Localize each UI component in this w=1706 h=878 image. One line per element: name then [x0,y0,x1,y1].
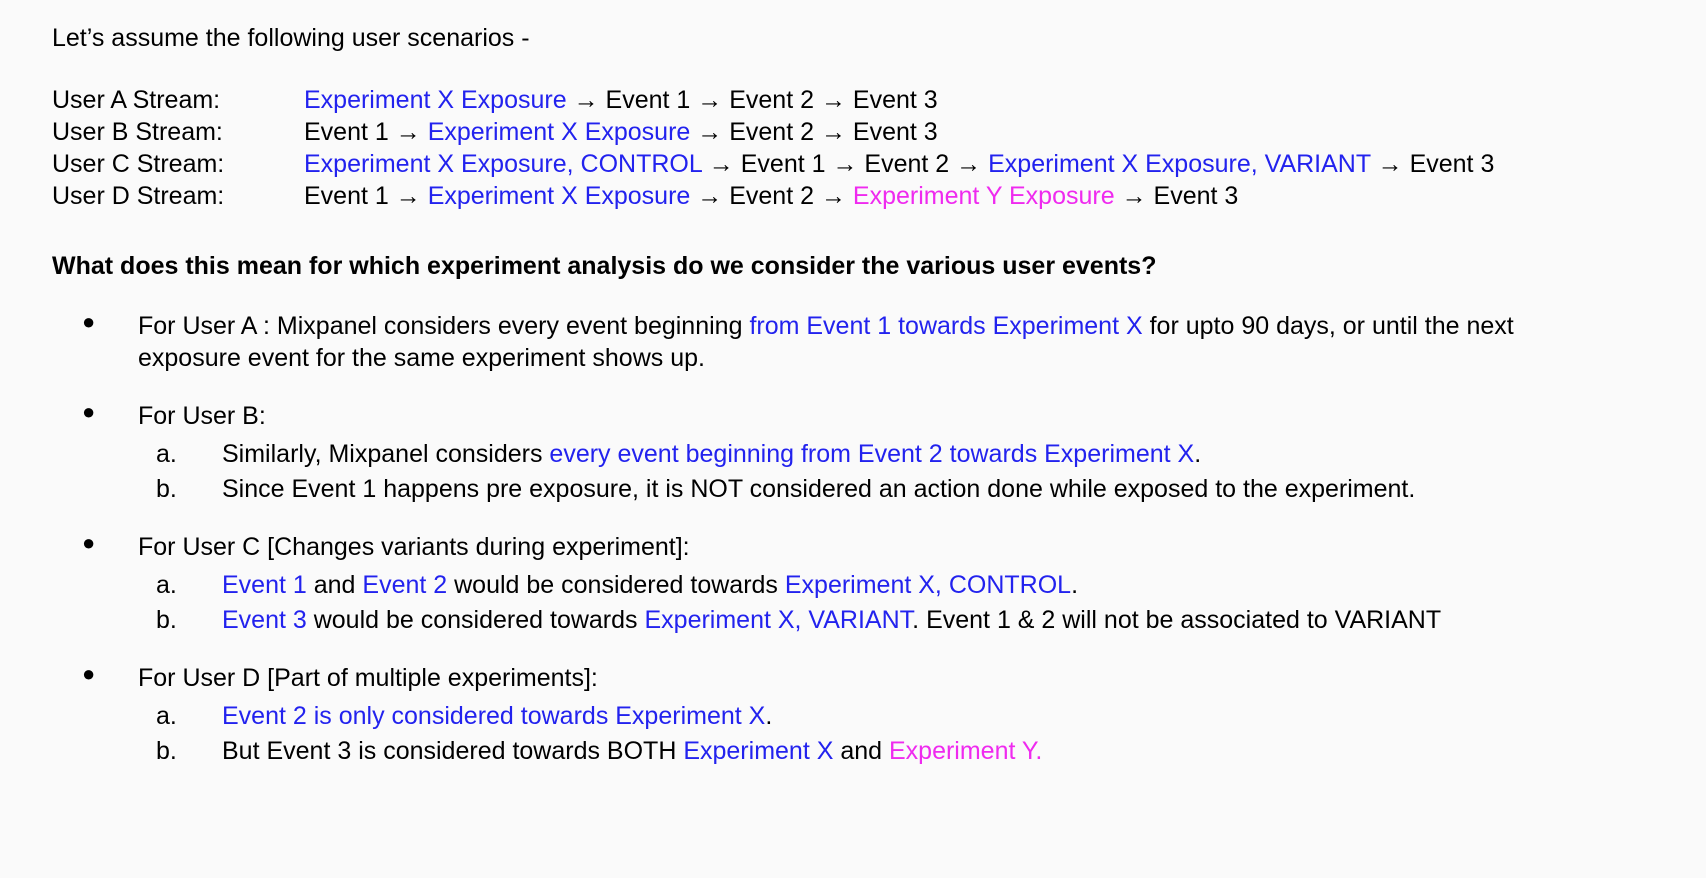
user-stream-list [52,84,1666,212]
stream-segment: Event 3 [852,86,938,114]
stream-segment: Experiment X Exposure, CONTROL [304,150,702,178]
bullet-segment: from Event 1 towards Experiment X [749,312,1143,340]
sub-segment: . [1071,571,1079,599]
analysis-sub-marker: b. [156,606,177,634]
stream-segment: → [690,118,730,146]
sub-segment: . Event 1 & 2 will not be associated to VARIANT [912,606,1442,634]
analysis-sub-item [138,473,1666,505]
stream-segment: Event 2 [729,86,814,114]
analysis-bullet-text [138,662,1618,694]
stream-segment: → [825,150,865,178]
sub-segment: and [306,571,363,599]
analysis-bullet-item [52,400,1666,505]
user-stream-row [52,84,1666,116]
analysis-sub-marker: a. [156,702,177,730]
stream-segment: → [690,182,730,210]
sub-segment: every event beginning from Event 2 towards Experiment X [549,440,1195,468]
analysis-sub-text [222,735,1666,767]
analysis-sub-marker: b. [156,475,177,503]
user-stream-row [52,148,1666,180]
analysis-sub-list [138,569,1666,636]
sub-segment: would be considered towards [306,606,645,634]
stream-segment: → [814,182,853,210]
intro-paragraph: Let’s assume the following user scenarios - [52,24,530,52]
user-stream-row [52,180,1666,212]
bullet-segment: For User B: [138,402,266,430]
analysis-sub-list [138,700,1666,767]
stream-segment: Event 3 [1153,182,1239,210]
analysis-sub-text [222,604,1666,636]
analysis-bullet-text [138,310,1618,374]
analysis-sub-marker: a. [156,571,177,599]
sub-segment: Event 3 [222,606,307,634]
analysis-sub-item [138,700,1666,732]
stream-segment: Event 3 [852,118,938,146]
user-stream-events [304,148,1666,180]
analysis-sub-item [138,438,1666,470]
user-stream-label: User D Stream: [52,182,225,210]
user-stream-label: User C Stream: [52,150,225,178]
sub-segment: Event 2 is only considered towards Experiment X [222,702,766,730]
stream-segment: → [566,86,606,114]
analysis-bullet-item [52,662,1666,767]
stream-segment: → [814,86,853,114]
analysis-sub-text [222,438,1666,470]
user-stream-events [304,84,1666,116]
analysis-sub-item [138,735,1666,767]
analysis-bullet-text [138,531,1618,563]
sub-segment: would be considered towards [447,571,785,599]
sub-segment: Experiment Y. [889,737,1043,765]
stream-segment: → [388,118,428,146]
stream-segment: Event 1 [740,150,826,178]
sub-segment: and [833,737,889,765]
stream-segment: → [1114,182,1154,210]
stream-segment: → [701,150,741,178]
bullet-segment: For User D [Part of multiple experiments]: [138,664,598,692]
stream-segment: Experiment X Exposure [427,118,691,146]
sub-segment: Experiment X [683,737,834,765]
analysis-sub-item [138,569,1666,601]
analysis-bullet-item [52,531,1666,636]
analysis-bullet-item [52,310,1666,374]
stream-segment: Event 3 [1409,150,1495,178]
sub-segment: Event 2 [362,571,448,599]
sub-segment: Since Event 1 happens pre exposure, it is NOT considered an action done while exposed to the experiment. [222,475,1416,503]
section-question: What does this mean for which experiment analysis do we consider the various user events? [52,252,1157,280]
stream-segment: → [1370,150,1410,178]
analysis-sub-text [222,569,1666,601]
bullet-segment: For User A : Mixpanel considers every event beginning [138,312,750,340]
sub-segment: Experiment X, VARIANT [644,606,913,634]
analysis-bullet-text [138,400,1618,432]
sub-segment: . [1194,440,1202,468]
stream-segment: Event 1 [304,118,389,146]
analysis-bullet-list [52,310,1666,767]
analysis-sub-list [138,438,1666,505]
analysis-sub-text [222,700,1666,732]
user-stream-label: User A Stream: [52,86,221,114]
user-stream-events [304,116,1666,148]
stream-segment: Event 2 [729,118,814,146]
stream-segment: → [949,150,989,178]
user-stream-row [52,116,1666,148]
bullet-segment: For User C [Changes variants during experiment]: [138,533,690,561]
stream-segment: Experiment X Exposure [304,86,567,114]
stream-segment: Experiment X Exposure [427,182,691,210]
user-stream-label: User B Stream: [52,118,223,146]
bullet-segment: for upto 90 days, or until the next exposure event for the same experiment shows up. [138,312,1514,372]
analysis-sub-text [222,473,1666,505]
stream-segment: Experiment X Exposure, VARIANT [988,150,1371,178]
sub-segment: . [765,702,773,730]
sub-segment: Experiment X, CONTROL [784,571,1072,599]
stream-segment: → [388,182,428,210]
stream-segment: Event 1 [304,182,389,210]
stream-segment: → [690,86,730,114]
analysis-sub-marker: b. [156,737,177,765]
analysis-sub-marker: a. [156,440,177,468]
sub-segment: But Event 3 is considered towards BOTH [222,737,684,765]
stream-segment: Event 2 [864,150,950,178]
analysis-sub-item [138,604,1666,636]
sub-segment: Similarly, Mixpanel considers [222,440,550,468]
user-stream-events [304,180,1666,212]
stream-segment: → [814,118,853,146]
stream-segment: Event 1 [605,86,691,114]
stream-segment: Event 2 [729,182,814,210]
stream-segment: Experiment Y Exposure [852,182,1115,210]
sub-segment: Event 1 [222,571,307,599]
